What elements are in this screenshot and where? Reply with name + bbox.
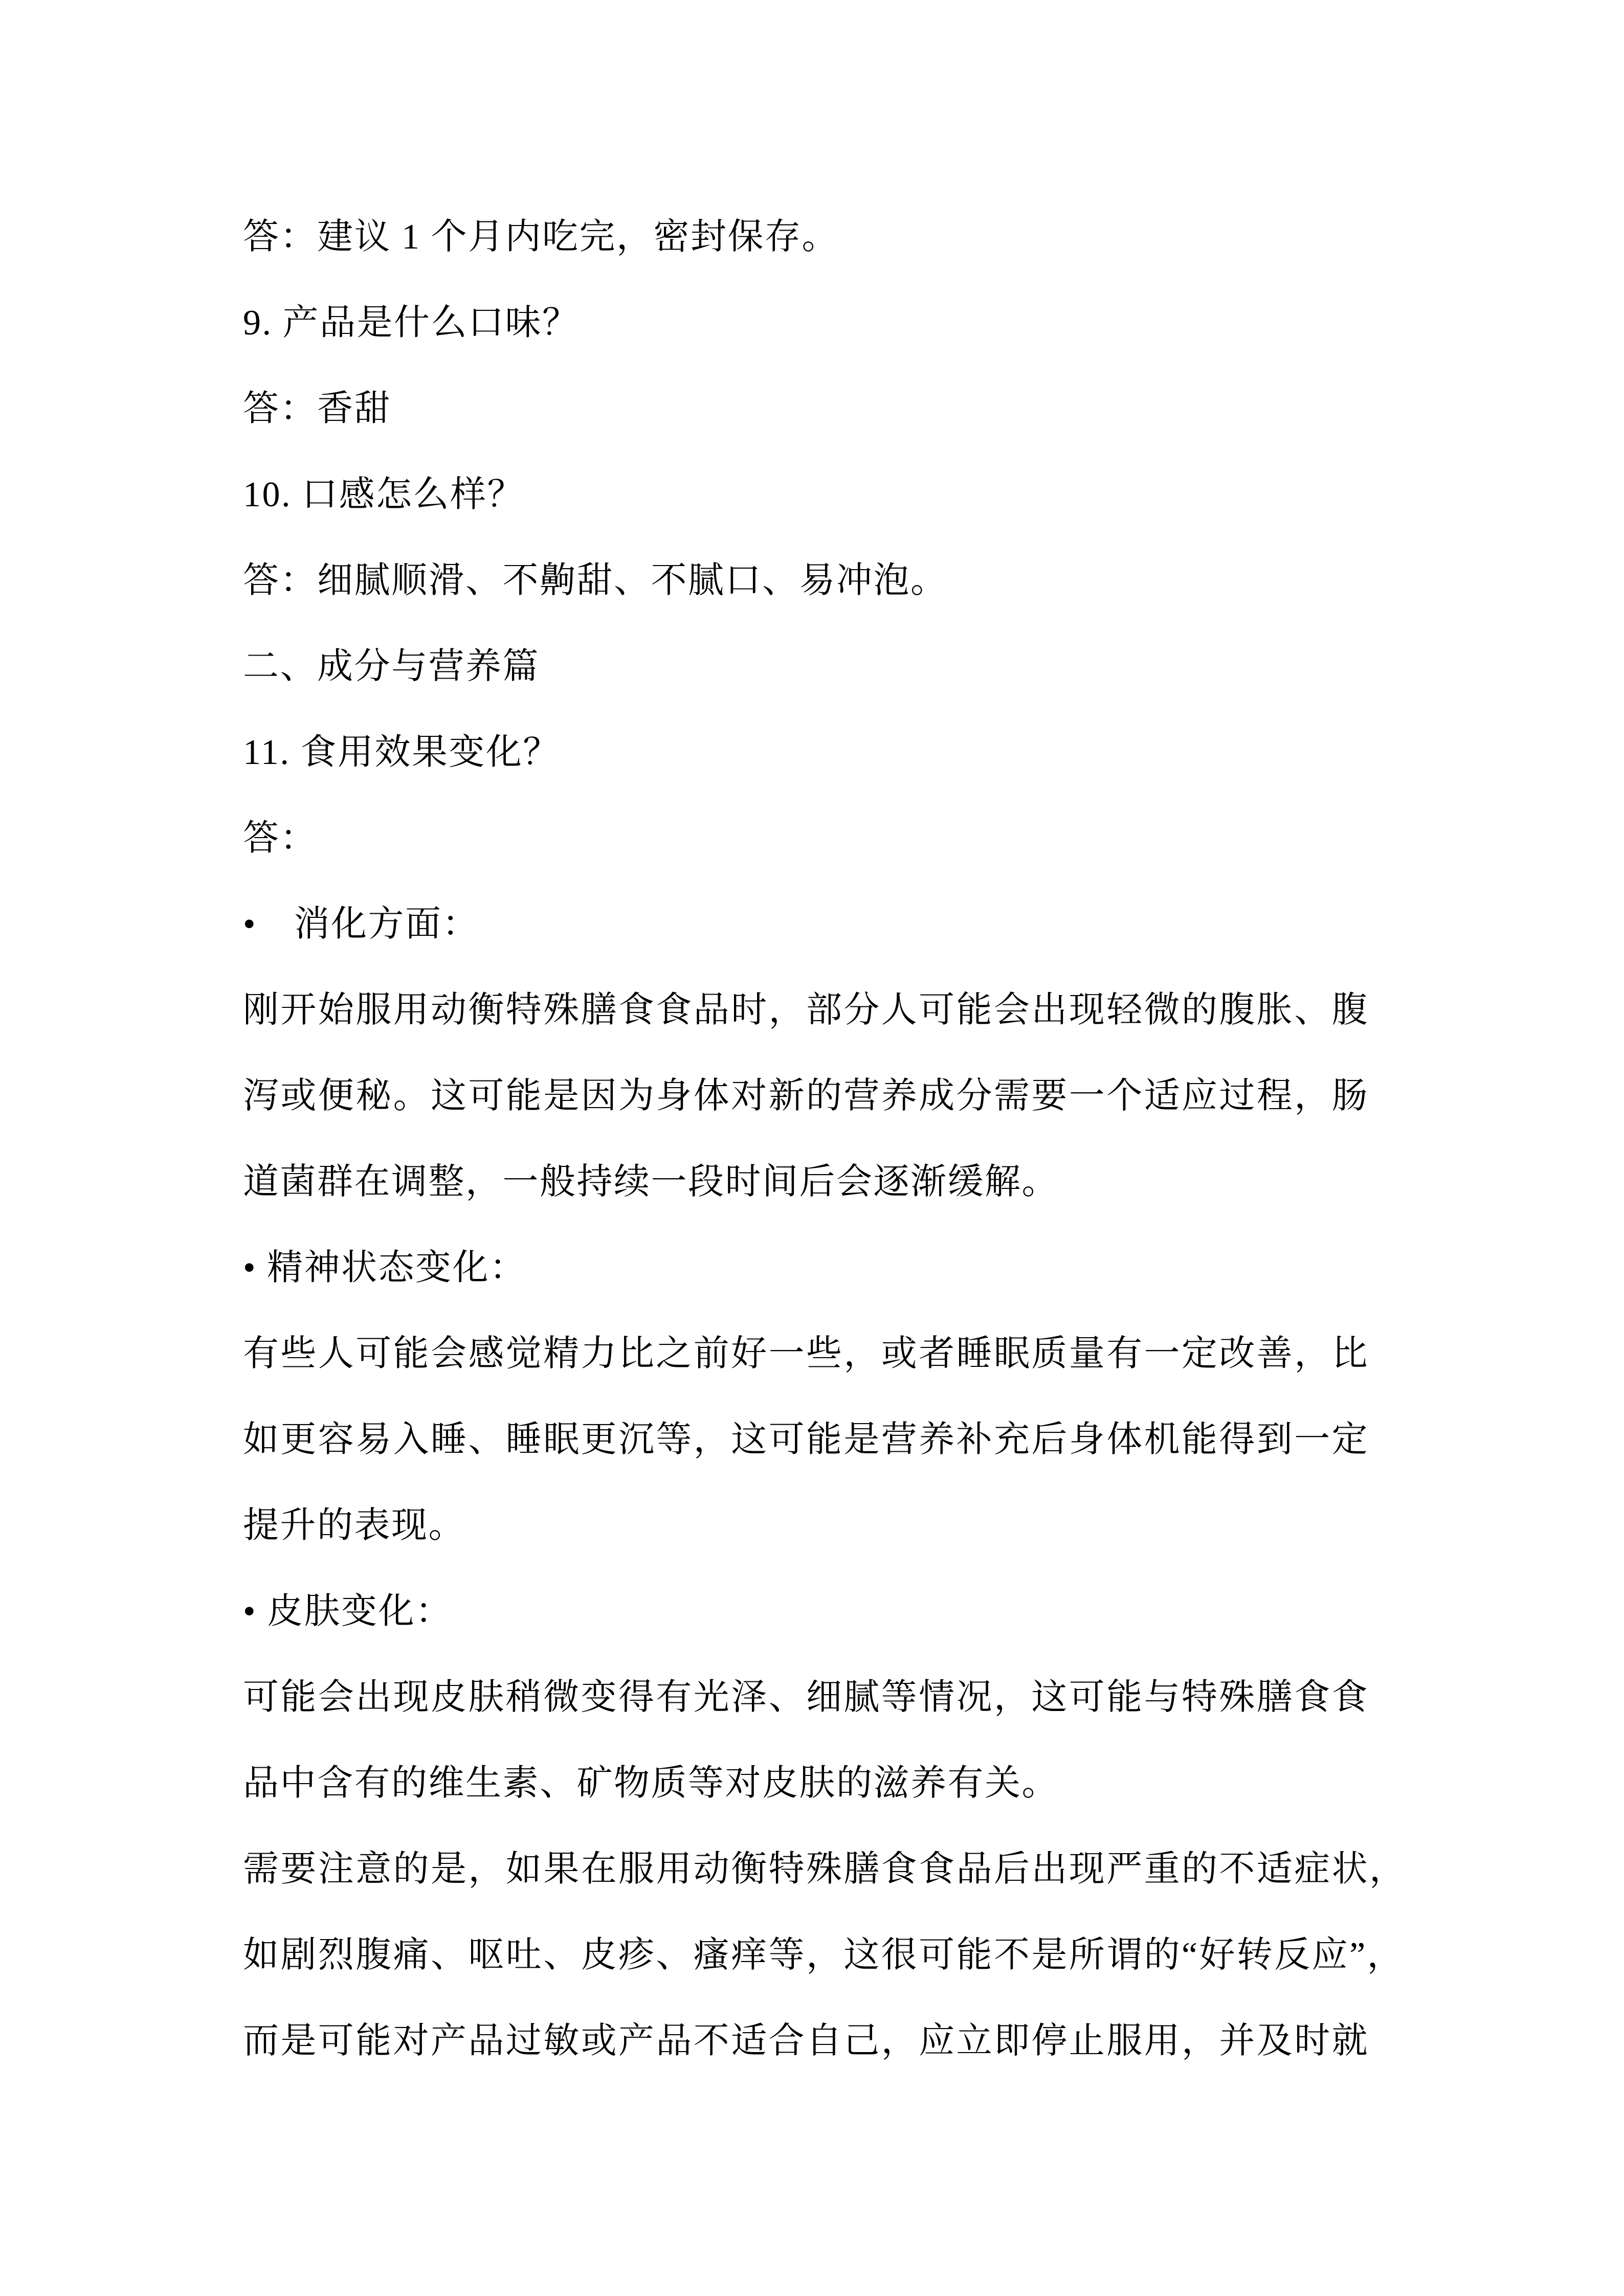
paragraph-mental-line-2: 如更容易入睡、睡眠更沉等，这可能是营养补充后身体机能得到一定 [243,1420,1369,1459]
bullet-mental-state-heading: • 精神状态变化： [243,1248,527,1288]
paragraph-digestion-line-2: 泻或便秘。这可能是因为身体对新的营养成分需要一个适应过程，肠 [243,1076,1369,1116]
bullet-skin-heading: • 皮肤变化： [243,1592,453,1631]
answer-11-label-line: 答： [243,819,317,858]
answer-10-line: 答：细腻顺滑、不齁甜、不腻口、易冲泡。 [243,561,948,600]
answer-storage-line: 答：建议 1 个月内吃完，密封保存。 [243,217,839,257]
question-9-line: 9. 产品是什么口味？ [243,303,580,343]
paragraph-caution-line-1: 需要注意的是，如果在服用动衡特殊膳食食品后出现严重的不适症状， [243,1850,1407,1889]
paragraph-mental-line-1: 有些人可能会感觉精力比之前好一些，或者睡眠质量有一定改善，比 [243,1334,1369,1374]
bullet-digestion-heading: • 消化方面： [243,905,480,944]
question-11-line: 11. 食用效果变化？ [243,733,560,772]
section-2-heading: 二、成分与营养篇 [243,647,540,686]
paragraph-digestion-line-1: 刚开始服用动衡特殊膳食食品时，部分人可能会出现轻微的腹胀、腹 [243,991,1369,1030]
paragraph-digestion-line-3: 道菌群在调整，一般持续一段时间后会逐渐缓解。 [243,1162,1059,1202]
paragraph-caution-line-2: 如剧烈腹痛、呕吐、皮疹、瘙痒等，这很可能不是所谓的“好转反应”， [243,1935,1405,1975]
paragraph-skin-line-1: 可能会出现皮肤稍微变得有光泽、细腻等情况，这可能与特殊膳食食 [243,1678,1369,1717]
question-10-line: 10. 口感怎么样？ [243,475,524,514]
paragraph-caution-line-3: 而是可能对产品过敏或产品不适合自己，应立即停止服用，并及时就 [243,2021,1369,2061]
answer-9-line: 答：香甜 [243,389,391,429]
paragraph-skin-line-2: 品中含有的维生素、矿物质等对皮肤的滋养有关。 [243,1764,1059,1803]
document-text-column [243,194,1407,2084]
paragraph-mental-line-3: 提升的表现。 [243,1506,465,1545]
